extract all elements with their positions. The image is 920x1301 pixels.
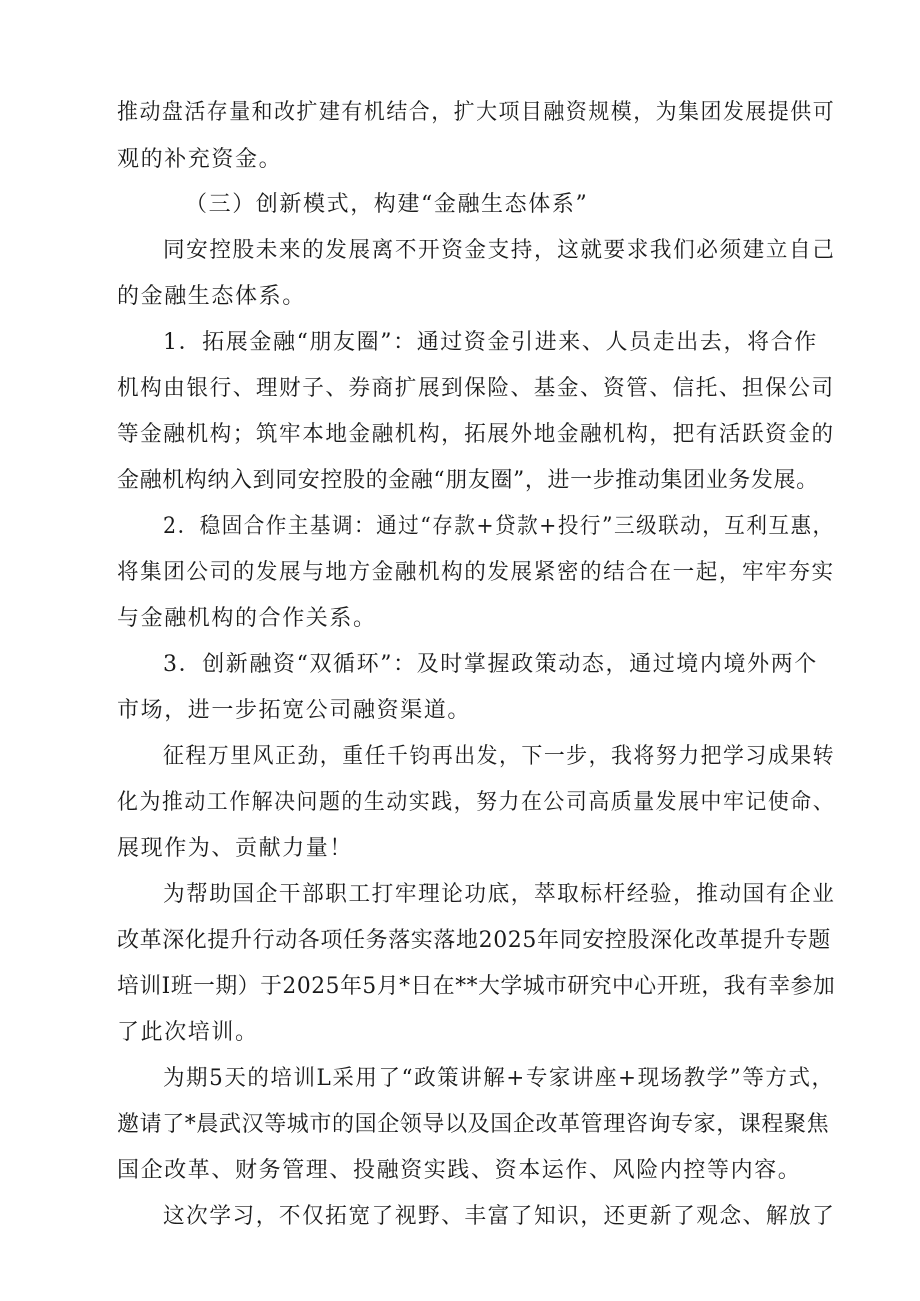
paragraph-line: 邀请了*晨武汉等城市的国企领导以及国企改革管理咨询专家，课程聚焦 [117, 1112, 830, 1137]
list-item-line: 机构由银行、理财子、券商扩展到保险、基金、资管、信托、担保公司 [117, 376, 835, 401]
list-item-line: 2．稳固合作主基调：通过“存款+贷款+投行”三级联动，互利互惠， [163, 514, 835, 539]
paragraph-line: 培训I班一期）于2025年5月*日在**大学城市研究中心开班，我有幸参加 [117, 974, 836, 999]
paragraph-line: 这次学习，不仅拓宽了视野、丰富了知识，还更新了观念、解放了 [163, 1204, 836, 1229]
list-item-line: 市场，进一步拓宽公司融资渠道。 [117, 698, 472, 723]
list-item-line: 将集团公司的发展与地方金融机构的发展紧密的结合在一起，牢牢夯实 [117, 560, 835, 585]
paragraph-line: 了此次培训。 [117, 1020, 259, 1045]
paragraph-line: 的金融生态体系。 [117, 284, 306, 309]
list-item-line: 1．拓展金融“朋友圈”：通过资金引进来、人员走出去，将合作 [163, 330, 818, 355]
paragraph-line: 展现作为、贡献力量！ [117, 836, 354, 861]
paragraph-line: 改革深化提升行动各项任务落实落地2025年同安控股深化改革提升专题 [117, 928, 831, 953]
paragraph-line: 国企改革、财务管理、投融资实践、资本运作、风险内控等内容。 [117, 1158, 802, 1183]
paragraph-line: 征程万里风正劲，重任千钧再出发，下一步，我将努力把学习成果转 [163, 744, 836, 769]
section-heading: （三）创新模式，构建“金融生态体系” [185, 192, 589, 217]
paragraph-line: 观的补充资金。 [117, 147, 283, 172]
paragraph-line: 为帮助国企干部职工打牢理论功底，萃取标杆经验，推动国有企业 [163, 882, 836, 907]
list-item-line: 金融机构纳入到同安控股的金融“朋友圈”，进一步推动集团业务发展。 [117, 468, 819, 493]
paragraph-line: 推动盘活存量和改扩建有机结合，扩大项目融资规模，为集团发展提供可 [117, 100, 836, 125]
list-item-line: 与金融机构的合作关系。 [117, 606, 377, 631]
paragraph-line: 同安控股未来的发展离不开资金支持，这就要求我们必须建立自己 [163, 238, 836, 263]
list-item-line: 3．创新融资“双循环”：及时掌握政策动态，通过境内境外两个 [163, 652, 818, 677]
list-item-line: 等金融机构；筑牢本地金融机构，拓展外地金融机构，把有活跃资金的 [117, 422, 835, 447]
paragraph-line: 化为推动工作解决问题的生动实践，努力在公司高质量发展中牢记使命、 [117, 790, 836, 815]
paragraph-line: 为期5天的培训L采用了“政策讲解+专家讲座+现场教学”等方式， [163, 1066, 835, 1091]
